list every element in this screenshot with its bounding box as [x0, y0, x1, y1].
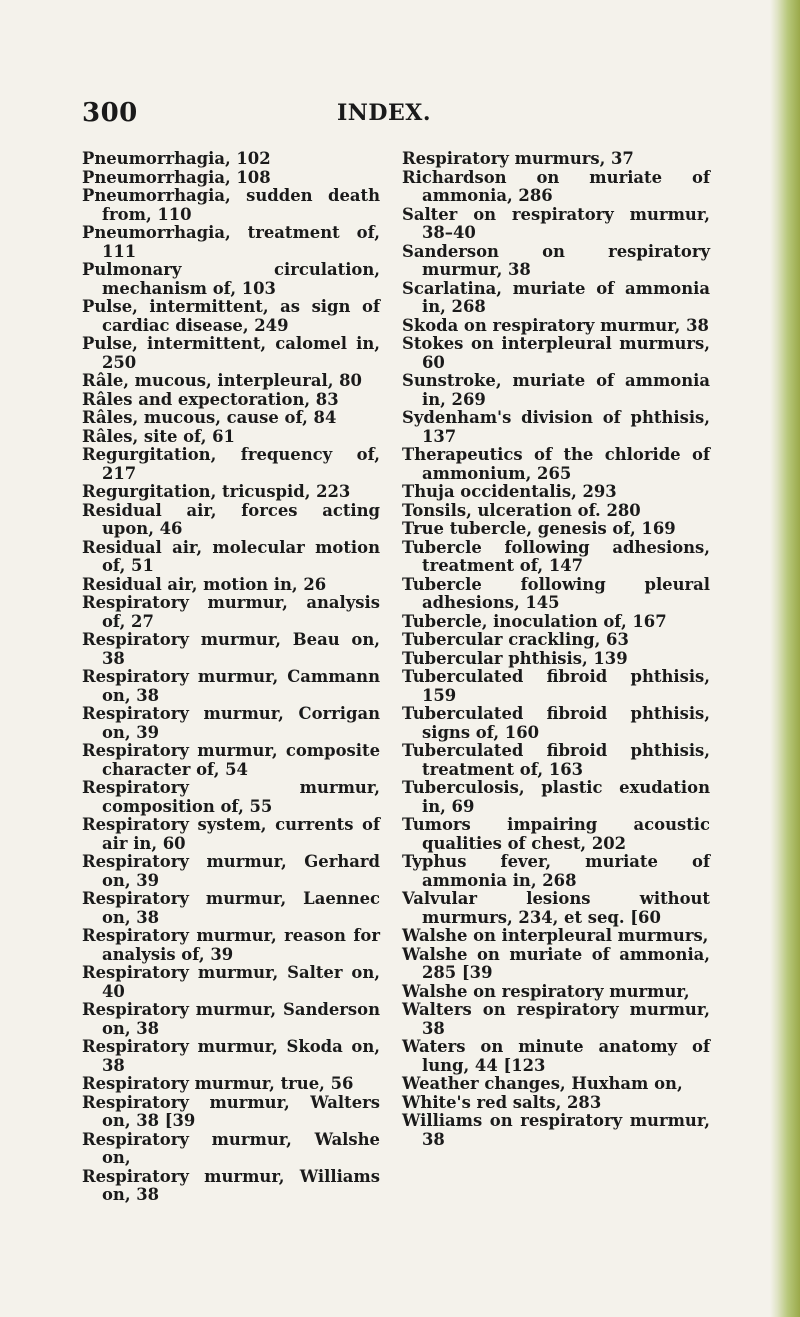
index-entry: Respiratory murmur, analysis of, 27	[82, 593, 380, 631]
index-entry: Sanderson on respiratory murmur, 38	[402, 241, 710, 279]
index-entry: Râles, site of, 61	[82, 426, 235, 446]
index-entry: Typhus fever, muriate of ammonia in, 268	[402, 852, 710, 890]
index-entry: Weather changes, Huxham on,	[402, 1074, 683, 1093]
index-entry: Pulse, intermittent, as sign of cardiac disease, 249	[82, 297, 380, 335]
index-entry: Respiratory murmur, Walters on, 38 [39	[82, 1092, 380, 1130]
index-entry: Tubercular phthisis, 139	[402, 648, 628, 668]
index-entry: White's red salts, 283	[402, 1092, 602, 1112]
index-entry: Walshe on muriate of ammonia, 285 [39	[402, 944, 710, 982]
index-entry: Sydenham's division of phthisis, 137	[402, 408, 710, 446]
index-entry: Respiratory murmur, Sanderson on, 38	[82, 1000, 380, 1038]
page-header	[0, 98, 770, 138]
index-entry: Respiratory murmur, composite character of, 54	[82, 741, 380, 779]
index-entry: Skoda on respiratory murmur, 38	[402, 315, 709, 335]
index-entry: Residual air, motion in, 26	[82, 574, 327, 594]
index-entry: Respiratory murmur, Gerhard on, 39	[82, 852, 380, 890]
index-entry: Respiratory murmur, Salter on, 40	[82, 963, 380, 1001]
index-entry: Tuberculated fibroid phthisis, treatment of, 163	[402, 741, 710, 779]
index-entry: Stokes on interpleural murmurs, 60	[402, 334, 710, 372]
page-number: 300	[82, 98, 138, 128]
index-entry: Regurgitation, tricuspid, 223	[82, 482, 351, 501]
right-index-column	[402, 150, 710, 1149]
index-entry: Respiratory system, currents of air in, 60	[82, 815, 380, 853]
index-entry: Tuberculated fibroid phthisis, 159	[402, 667, 710, 705]
index-entry: Respiratory murmur, Cammann on, 38	[82, 667, 380, 705]
index-entry: Tuberculated fibroid phthisis, signs of, 160	[402, 704, 710, 742]
index-entry: Scarlatina, muriate of ammonia in, 268	[402, 278, 710, 316]
index-entry: Respiratory murmur, composition of, 55	[82, 778, 380, 816]
index-entry: Walshe on interpleural murmurs,	[402, 926, 709, 945]
index-entry: Respiratory murmur, reason for analysis of, 39	[82, 926, 380, 964]
index-entry: Respiratory murmur, Williams on, 38	[82, 1166, 380, 1204]
index-entry: Tubercle, inoculation of, 167	[402, 611, 667, 631]
index-entry: Râles and expectoration, 83	[82, 389, 339, 409]
index-entry: Respiratory murmur, Corrigan on, 39	[82, 704, 380, 742]
index-entry: Pneumorrhagia, 102	[82, 149, 271, 168]
index-entry: Pulmonary circulation, mechanism of, 103	[82, 260, 380, 298]
index-entry: Râles, mucous, cause of, 84	[82, 408, 337, 427]
index-entry: Residual air, molecular motion of, 51	[82, 537, 380, 575]
index-entry: Tubercular crackling, 63	[402, 630, 629, 649]
running-head: INDEX.	[337, 100, 431, 126]
index-entry: Respiratory murmur, Laennec on, 38	[82, 889, 380, 927]
index-entry: True tubercle, genesis of, 169	[402, 519, 676, 538]
index-entry: Respiratory murmur, Beau on, 38	[82, 630, 380, 668]
index-entry: Râle, mucous, interpleural, 80	[82, 371, 362, 390]
index-entry: Tumors impairing acoustic qualities of chest, 202	[402, 815, 710, 853]
index-entry: Residual air, forces acting upon, 46	[82, 500, 380, 538]
index-entry: Williams on respiratory murmur, 38	[402, 1111, 710, 1149]
index-entry: Salter on respiratory murmur, 38–40	[402, 204, 710, 242]
index-entry: Respiratory murmurs, 37	[402, 149, 634, 168]
index-entry: Tuberculosis, plastic exudation in, 69	[402, 778, 710, 816]
index-entry: Pneumorrhagia, 108	[82, 167, 271, 187]
index-entry: Pulse, intermittent, calomel in, 250	[82, 334, 380, 372]
index-entry: Respiratory murmur, Skoda on, 38	[82, 1037, 380, 1075]
index-entry: Respiratory murmur, true, 56	[82, 1074, 354, 1093]
page-edge	[770, 0, 800, 1317]
index-entry: Pneumorrhagia, sudden death from, 110	[82, 186, 380, 224]
index-entry: Thuja occidentalis, 293	[402, 482, 617, 501]
index-entry: Respiratory murmur, Walshe on,	[82, 1129, 380, 1167]
index-entry: Therapeutics of the chloride of ammonium, 265	[402, 445, 710, 483]
index-entry: Walshe on respiratory murmur,	[402, 981, 690, 1001]
left-index-column	[82, 150, 380, 1205]
index-entry: Pneumorrhagia, treatment of, 111	[82, 223, 380, 261]
index-entry: Regurgitation, frequency of, 217	[82, 445, 380, 483]
index-entry: Tubercle following pleural adhesions, 145	[402, 574, 710, 612]
index-entry: Sunstroke, muriate of ammonia in, 269	[402, 371, 710, 409]
index-entry: Richardson on muriate of ammonia, 286	[402, 167, 710, 205]
index-entry: Valvular lesions without murmurs, 234, et seq. [60	[402, 889, 710, 927]
index-entry: Walters on respiratory murmur, 38	[402, 1000, 710, 1038]
index-entry: Tubercle following adhesions, treatment of, 147	[402, 537, 710, 575]
index-entry: Waters on minute anatomy of lung, 44 [123	[402, 1037, 710, 1075]
index-entry: Tonsils, ulceration of. 280	[402, 500, 641, 520]
